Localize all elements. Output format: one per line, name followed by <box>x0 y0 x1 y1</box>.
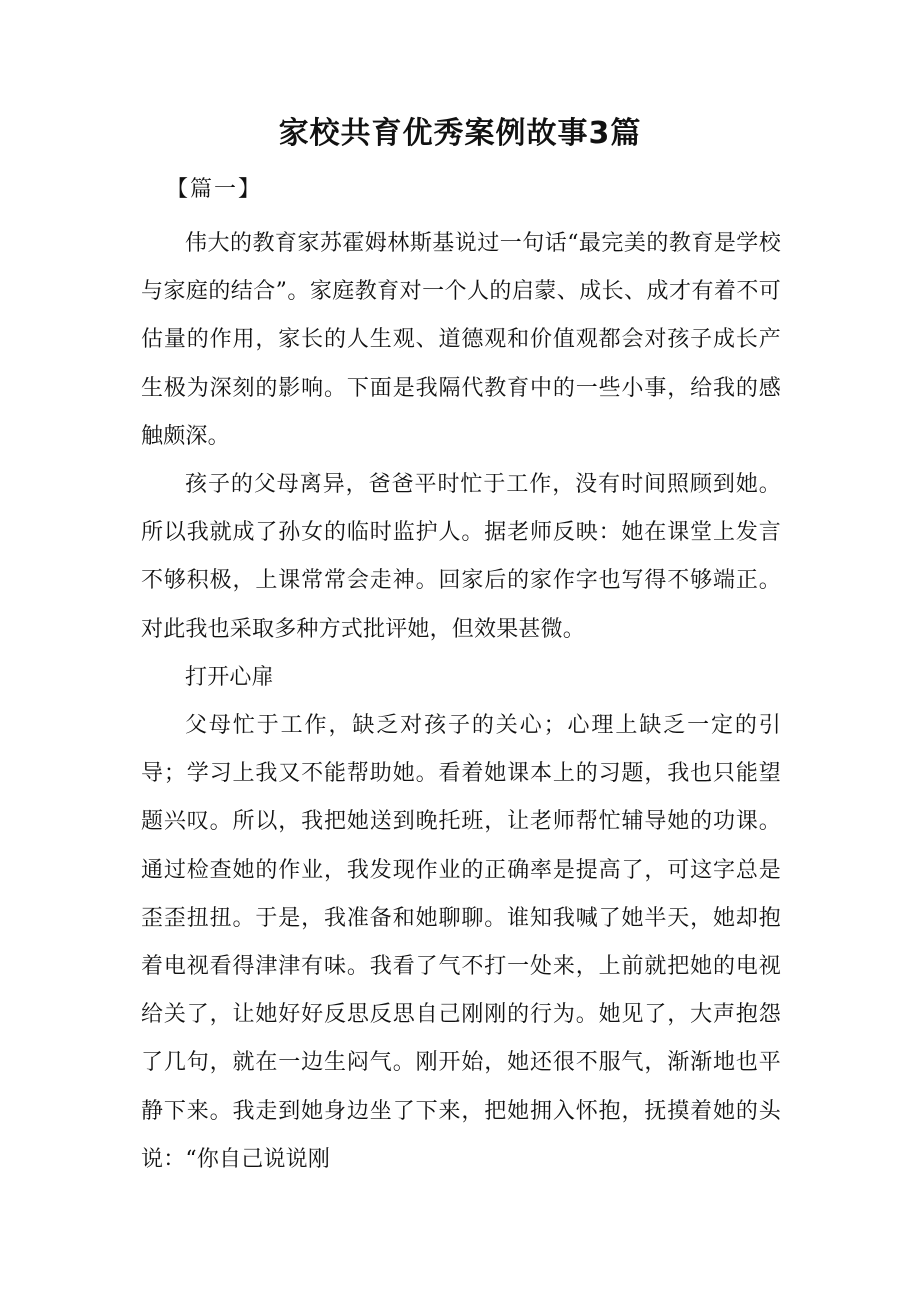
section-label: 【篇一】 <box>166 177 263 202</box>
subheading: 打开心扉 <box>185 664 274 690</box>
paragraph: 父母忙于工作，缺乏对孩子的关心；心理上缺乏一定的引导；学习上我又不能帮助她。看着她课本上的习题，我也只能望题兴叹。所以，我把她送到晚托班，让老师帮忙辅导她的功课。通过检查她的作业，我发现作业的正确率是提高了，可这字总是歪歪扭扭。于是，我准备和她聊聊。谁知我喊了她半天，她却抱着电视看得津津有味。我看了气不打一处来，上前就把她的电视给关了，让她好好反思反思自己刚刚的行为。她见了，大声抱怨了几句，就在一边生闷气。刚开始，她还很不服气，渐渐地也平静下来。我走到她身边坐了下来，把她拥入怀抱，抚摸着她的头说：“你自己说说刚 <box>141 713 781 1172</box>
paragraph: 孩子的父母离异，爸爸平时忙于工作，没有时间照顾到她。所以我就成了孙女的临时监护人。据老师反映：她在课堂上发言不够积极，上课常常会走神。回家后的家作字也写得不够端正。对此我也采取多种方式批评她，但效果甚微。 <box>141 472 781 642</box>
paragraph: 伟大的教育家苏霍姆林斯基说过一句话“最完美的教育是学校与家庭的结合”。家庭教育对一个人的启蒙、成长、成才有着不可估量的作用，家长的人生观、道德观和价值观都会对孩子成长产生极为深刻的影响。下面是我隔代教育中的一些小事，给我的感触颇深。 <box>141 231 781 449</box>
document-title: 家校共育优秀案例故事3篇 <box>278 116 642 151</box>
document-body <box>141 220 781 1184</box>
